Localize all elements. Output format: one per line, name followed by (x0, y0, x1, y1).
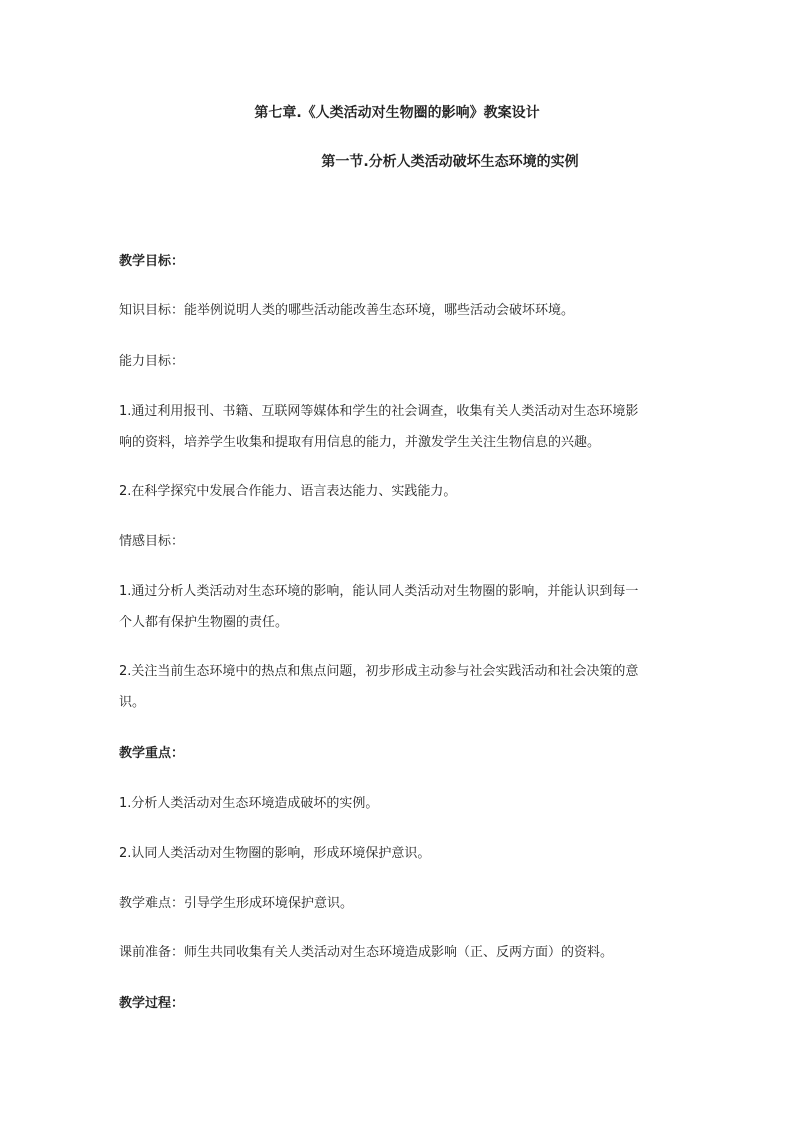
teaching-focus-1: 1.分析人类活动对生态环境造成破坏的实例。 (119, 796, 379, 811)
emotional-objective-label: 情感目标： (119, 534, 185, 549)
teaching-focus-2: 2.认同人类活动对生物圈的影响，形成环境保护意识。 (119, 846, 431, 861)
emotional-objective-1-line-2: 个人都有保护生物圈的责任。 (119, 615, 289, 630)
teaching-difficulty: 教学难点：引导学生形成环境保护意识。 (119, 896, 354, 911)
emotional-objective-2-line-2: 识。 (119, 695, 146, 710)
chapter-title: 第七章.《人类活动对生物圈的影响》教案设计 (254, 105, 540, 121)
heading-teaching-process: 教学过程： (119, 996, 185, 1011)
knowledge-objective: 知识目标：能举例说明人类的哪些活动能改善生态环境，哪些活动会破坏环境。 (119, 303, 575, 318)
class-preparation: 课前准备：师生共同收集有关人类活动对生态环境造成影响（正、反两方面）的资料。 (119, 945, 614, 960)
ability-objective-1-line-1: 1.通过利用报刊、书籍、互联网等媒体和学生的社会调查，收集有关人类活动对生态环境影 (119, 404, 639, 419)
ability-objective-2: 2.在科学探究中发展合作能力、语言表达能力、实践能力。 (119, 484, 457, 499)
emotional-objective-1-line-1: 1.通过分析人类活动对生态环境的影响，能认同人类活动对生物圈的影响，并能认识到每一 (119, 584, 639, 599)
emotional-objective-2-line-1: 2.关注当前生态环境中的热点和焦点问题，初步形成主动参与社会实践活动和社会决策的意 (119, 664, 639, 679)
ability-objective-1-line-2: 响的资料，培养学生收集和提取有用信息的能力，并激发学生关注生物信息的兴趣。 (119, 435, 601, 450)
section-title: 第一节.分析人类活动破坏生态环境的实例 (321, 154, 579, 170)
heading-teaching-objectives: 教学目标： (119, 254, 185, 269)
heading-teaching-focus: 教学重点： (119, 746, 185, 761)
ability-objective-label: 能力目标： (119, 354, 185, 369)
